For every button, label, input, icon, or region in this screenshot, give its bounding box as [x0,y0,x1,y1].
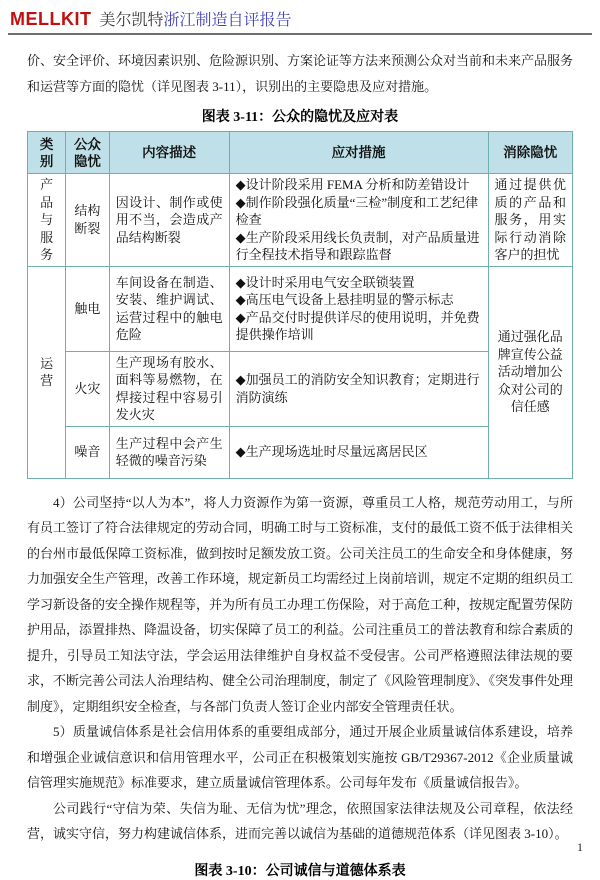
col-header-measures: 应对措施 [229,132,488,174]
col-header-concern: 公众隐忧 [66,132,110,174]
description-cell: 生产现场有胶水、面料等易燃物，在焊接过程中容易引发火灾 [109,351,229,426]
report-title: 浙江制造自评报告 [163,12,292,29]
table-row [28,266,573,351]
company-logo: MELLKIT [10,9,92,29]
intro-paragraph: 价、安全评价、环境因素识别、危险源识别、方案论证等方法来预测公众对当前和未来产品服务和运营等方面的隐忧（详见图表 3-11），识别出的主要隐患及应对措施。 [27,53,574,94]
header-divider [8,33,592,35]
figure-3-11-title: 图表 3-11：公众的隐忧及应对表 [201,110,399,125]
relief-cell: 通过强化品牌宣传公益活动增加公众对公司的信任感 [488,266,573,478]
concern-cell: 噪音 [66,426,110,478]
concern-cell: 结构断裂 [66,174,110,267]
measure-item: ◆产品交付时提供详尽的使用说明，并免费提供操作培训 [235,309,480,342]
col-header-description: 内容描述 [109,132,229,174]
figure-3-10-title: 图表 3-10：公司诚信与道德体系表 [194,863,406,879]
measures-cell [229,174,488,267]
measure-item: ◆生产阶段采用线长负责制，对产品质量进行全程技术指导和跟踪监督 [235,229,480,262]
page-number: 1 [577,840,583,854]
measures-cell [229,351,488,426]
table-header-row [28,132,573,174]
public-concerns-table [27,131,573,479]
body-paragraph-6: 公司践行“守信为荣、失信为耻、无信为忧”理念，依照国家法律法规及公司章程，依法经营，诚实守信，努力构建诚信体系，进而完善以诚信为基础的道德规范体系（详见图表 3-10）。 [27,800,573,841]
body-paragraph-5: 5）质量诚信体系是社会信用体系的重要组成部分，通过开展企业质量诚信体系建设，培养和增强企业诚信意识和信用管理水平，公司正在积极策划实施按 GB/T29367-2012《企业质量诚信管理实施规范》标准要求，建立质量诚信管理体系。公司每年发布《质量诚信报告》。 [27,724,573,790]
measures-cell [229,266,488,351]
col-header-relief: 消除隐忧 [488,132,573,174]
concern-cell: 火灾 [66,351,110,426]
description-cell: 生产过程中会产生轻微的噪音污染 [109,426,229,478]
page-content [27,48,573,880]
document-header [0,0,600,30]
body-paragraph-4: 4）公司坚持“以人为本”，将人力资源作为第一资源，尊重员工人格，规范劳动用工，与所有员工签订了符合法律规定的劳动合同，明确工时与工资标准，支付的最低工资不低于法律相关的台州市最低保障工资标准，做到按时足额发放工资。公司关注员工的生命安全和身体健康，努力加强安全生产管理，改善工作环境，规定新员工均需经过上岗前培训，规定不定期的组织员工学习新设备的安全操作规程等，并为所有员工办理工伤保险，对于高危工种，按规定配置劳保防护用品，添置排热、降温设备，切实保障了员工的利益。公司注重员工的普法教育和综合素质的提升，引导员工知法守法，学会运用法律维护自身权益不受侵害。公司严格遵照法律法规的要求，不断完善公司法人治理结构、健全公司治理制度，制定了《风险管理制度》、《突发事件处理制度》，定期组织安全检查，与各部门负责人签订企业内部安全管理责任状。 [27,494,574,714]
col-header-category: 类别 [28,132,66,174]
table-row [28,174,573,267]
brand-name: 美尔凯特 [99,12,164,29]
measures-cell [229,426,488,478]
measure-item: ◆制作阶段强化质量“三检”制度和工艺纪律检查 [235,194,479,227]
relief-cell: 通过提供优质的产品和服务，用实际行动消除客户的担忧 [488,174,573,267]
measure-item: ◆高压电气设备上悬挂明显的警示标志 [235,292,454,307]
category-cell: 产品与服务 [28,174,66,267]
measure-item: ◆生产现场选址时尽量远离居民区 [235,444,428,460]
measure-item: ◆设计阶段采用 FEMA 分析和防差错设计 [235,177,470,192]
concern-cell: 触电 [66,266,110,351]
description-cell: 因设计、制作或使用不当，会造成产品结构断裂 [109,174,229,267]
measure-item: ◆加强员工的消防安全知识教育；定期进行消防演练 [235,372,480,405]
description-cell: 车间设备在制造、安装、维护调试、运营过程中的触电危险 [109,266,229,351]
measure-item: ◆设计时采用电气安全联锁装置 [235,274,415,290]
category-cell: 运营 [28,266,66,478]
